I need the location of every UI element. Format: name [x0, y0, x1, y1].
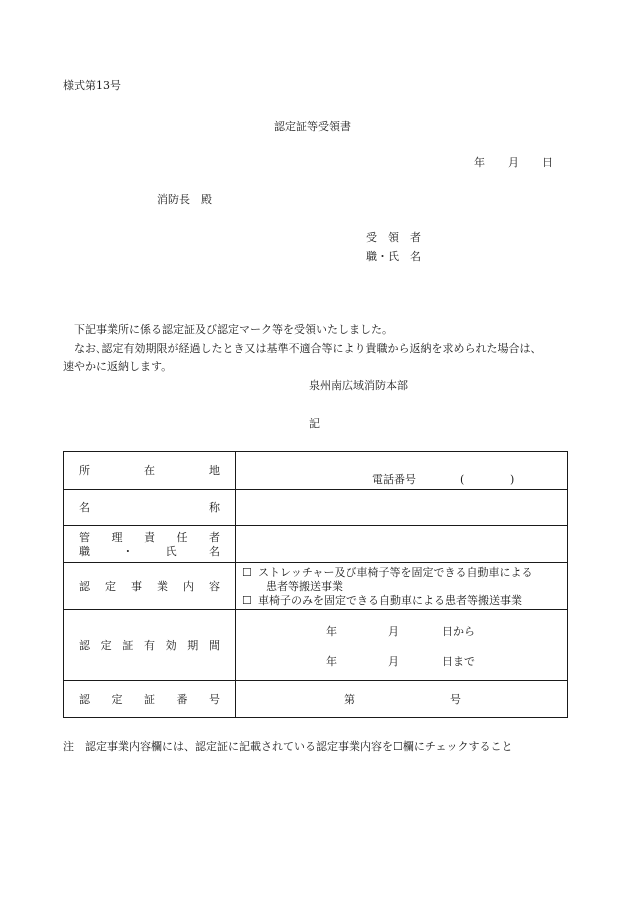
- shi-char: 氏: [165, 544, 177, 558]
- location-label: [79, 465, 220, 476]
- number-label: [79, 694, 220, 705]
- ki-heading: 記: [309, 417, 320, 430]
- footnote: 注 認定事業内容欄には、認定証に記載されている認定事業内容を☐欄にチェックすること: [63, 740, 513, 753]
- manager-char-1: 管: [79, 530, 90, 544]
- organization-name: 泉州南広域消防本部: [309, 379, 408, 392]
- option-2[interactable]: [242, 595, 561, 606]
- until-day-label: 日まで: [442, 655, 475, 668]
- business-char-6: 容: [209, 579, 220, 593]
- location-label-char-2: 在: [144, 464, 155, 477]
- validity-value-cell[interactable]: [236, 610, 568, 681]
- gou-label: 号: [450, 693, 461, 706]
- validity-char-7: 間: [208, 638, 220, 652]
- from-day-label: 日から: [442, 625, 475, 638]
- table-row: [64, 563, 568, 610]
- manager-label-line-2: [79, 546, 220, 557]
- business-label: [79, 581, 220, 592]
- table-row: [64, 526, 568, 563]
- manager-value-cell[interactable]: [236, 526, 568, 563]
- document-title: 認定証等受領書: [274, 120, 351, 133]
- manager-label-line-1: [79, 532, 220, 543]
- table-row: [64, 490, 568, 526]
- number-char-4: 番: [176, 692, 188, 706]
- recipient-label: 受 領 者: [366, 231, 421, 244]
- business-char-1: 認: [79, 579, 90, 593]
- validity-label: [79, 640, 220, 651]
- dot-char: ・: [122, 544, 134, 558]
- validity-char-5: 効: [165, 638, 177, 652]
- from-year-label: 年: [326, 625, 337, 638]
- name-value-cell[interactable]: [236, 490, 568, 526]
- paren-close: ): [510, 473, 515, 486]
- number-value-cell[interactable]: [236, 681, 568, 718]
- option-1[interactable]: [242, 567, 561, 578]
- table-row: [64, 681, 568, 718]
- until-year-label: 年: [326, 655, 337, 668]
- validity-char-3: 証: [122, 638, 134, 652]
- until-month-label: 月: [388, 655, 399, 668]
- manager-char-5: 者: [209, 530, 220, 544]
- dai-label: 第: [344, 693, 355, 706]
- number-char-3: 証: [144, 692, 155, 706]
- option-1-line-2: 患者等搬送事業: [266, 579, 343, 593]
- validity-char-2: 定: [100, 638, 112, 652]
- name-label-cell: [64, 490, 236, 526]
- table-row: [64, 610, 568, 681]
- date-year-label: 年: [474, 156, 485, 169]
- form-number: 様式第13号: [63, 79, 121, 92]
- name-label-char-1: 名: [79, 501, 90, 514]
- location-label-cell: [64, 452, 236, 490]
- manager-char-4: 任: [176, 530, 188, 544]
- body-line-1: 下記事業所に係る認定証及び認定マーク等を受領いたしました。: [74, 323, 393, 336]
- details-table: [63, 451, 568, 718]
- name-label: [79, 502, 220, 513]
- table-row: [64, 452, 568, 490]
- recipient-name-label: 職・氏 名: [366, 250, 421, 263]
- validity-char-4: 有: [143, 638, 155, 652]
- mei-char: 名: [208, 544, 220, 558]
- number-char-2: 定: [111, 692, 123, 706]
- manager-label-cell: [64, 526, 236, 563]
- option-1-line-1: ストレッチャー及び車椅子等を固定できる自動車による: [258, 565, 533, 579]
- shoku-char: 職: [79, 544, 90, 558]
- business-label-cell: [64, 563, 236, 610]
- number-char-5: 号: [209, 692, 220, 706]
- date-day-label: 日: [542, 156, 553, 169]
- validity-char-1: 認: [79, 638, 90, 652]
- phone-label: 電話番号: [372, 473, 416, 486]
- location-label-char-3: 地: [209, 464, 220, 477]
- name-label-char-2: 称: [209, 501, 220, 514]
- checkbox-2[interactable]: ☐: [242, 593, 252, 607]
- date-month-label: 月: [508, 156, 519, 169]
- manager-char-3: 責: [144, 530, 155, 544]
- manager-char-2: 理: [111, 530, 123, 544]
- business-char-5: 内: [183, 579, 194, 593]
- body-line-3: 速やかに返納します。: [63, 360, 173, 373]
- business-char-2: 定: [105, 579, 116, 593]
- location-value-cell[interactable]: [236, 452, 568, 490]
- business-value-cell: [236, 563, 568, 610]
- body-line-2: なお､認定有効期限が経過したとき又は基準不適合等により貴職から返納を求められた場合は、: [74, 342, 542, 355]
- business-char-3: 事: [131, 579, 142, 593]
- addressee: 消防長 殿: [157, 193, 212, 206]
- validity-label-cell: [64, 610, 236, 681]
- location-label-char-1: 所: [79, 464, 90, 477]
- number-char-1: 認: [79, 692, 90, 706]
- option-2-text: 車椅子のみを固定できる自動車による患者等搬送事業: [258, 593, 522, 607]
- validity-char-6: 期: [187, 638, 199, 652]
- business-char-4: 業: [157, 579, 168, 593]
- paren-open: (: [460, 473, 465, 486]
- checkbox-1[interactable]: ☐: [242, 565, 252, 579]
- number-label-cell: [64, 681, 236, 718]
- from-month-label: 月: [388, 625, 399, 638]
